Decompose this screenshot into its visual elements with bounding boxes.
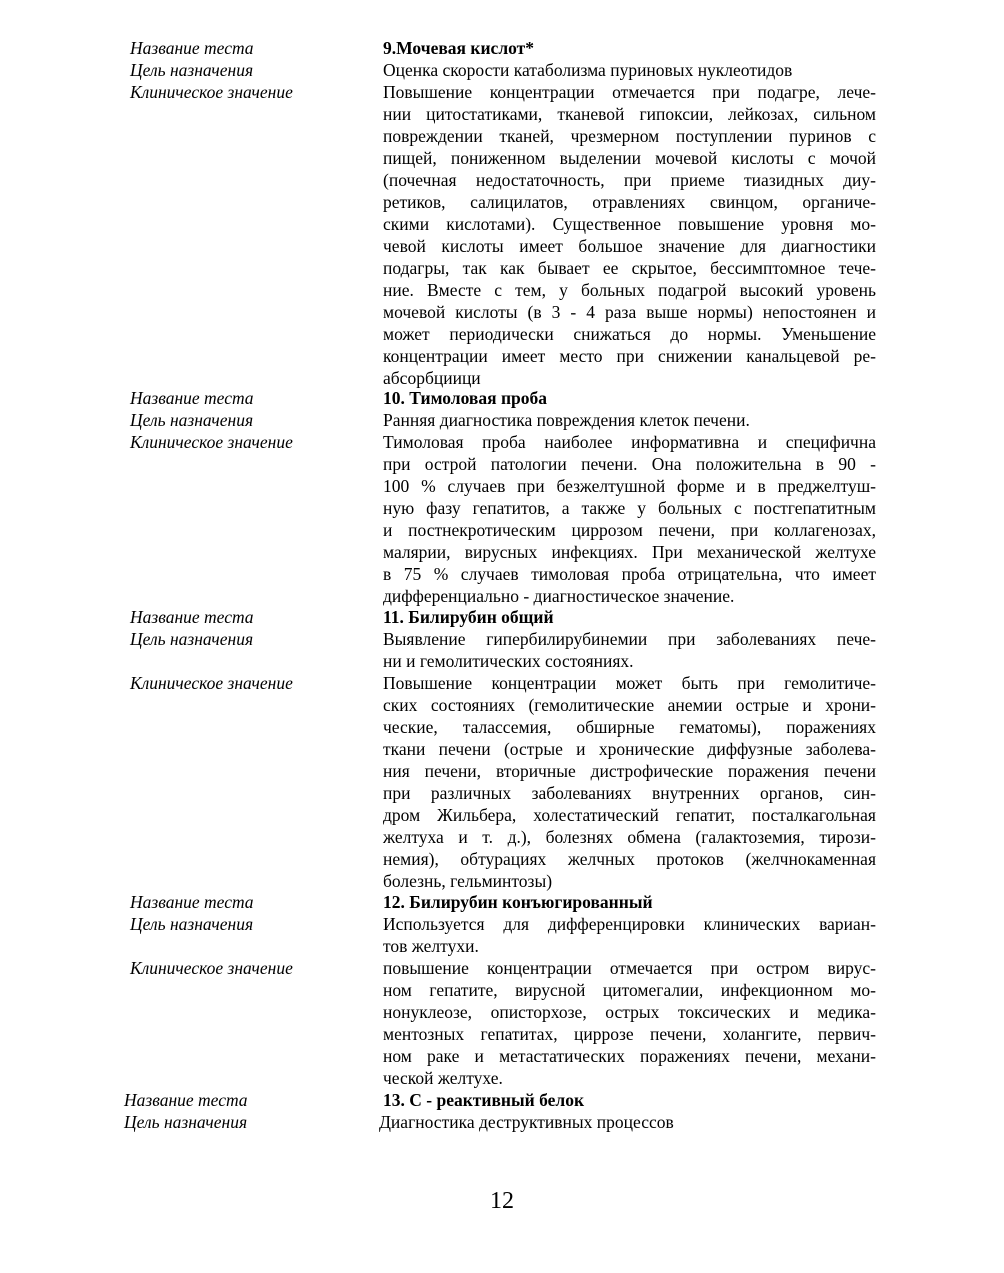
text-line: повреждении тканей, чрезмерном поступлении пуринов с: [383, 126, 876, 146]
label-clinical: Клиническое значение: [130, 958, 293, 978]
text-line: скими кислотами). Существенное повышение уровня мо-: [383, 214, 876, 234]
text-line: Используется для дифференцировки клинических вариан-: [383, 914, 876, 934]
text-line: Диагностика деструктивных процессов: [379, 1112, 674, 1132]
test-purpose: [379, 1111, 872, 1133]
label-test-name: Название теста: [130, 607, 254, 627]
text-line: ческой желтухе.: [383, 1068, 503, 1088]
test-title: 13. С - реактивный белок: [383, 1090, 585, 1110]
label-clinical: Клиническое значение: [130, 432, 293, 452]
text-line: может периодически снижаться до нормы. Уменьшение: [383, 324, 876, 344]
text-line: ментозных гепатитах, циррозе печени, холангите, первич-: [383, 1024, 876, 1044]
test-purpose: [383, 409, 876, 431]
text-line: при острой патологии печени. Она положительна в 90 -: [383, 454, 876, 474]
text-line: подагры, так как бывает ее скрытое, бессимптомное тече-: [383, 258, 876, 278]
test-clinical: [383, 957, 876, 1089]
text-line: Повышение концентрации может быть при гемолитиче-: [383, 673, 876, 693]
label-purpose: Цель назначения: [130, 629, 254, 649]
text-line: тов желтухи.: [383, 936, 479, 956]
test-clinical: [383, 672, 876, 892]
test-purpose: [383, 913, 876, 957]
text-line: абсорбциици: [383, 368, 481, 388]
text-line: ских состояниях (гемолитические анемии острые и хрони-: [383, 695, 876, 715]
text-line: дифференциально - диагностическое значение.: [383, 586, 735, 606]
text-line: (почечная недостаточность, при приеме тиазидных диу-: [383, 170, 876, 190]
test-purpose: [383, 628, 876, 672]
text-line: малярии, вирусных инфекциях. При механической желтухе: [383, 542, 876, 562]
text-line: мочевой кислоты (в 3 - 4 раза выше нормы) непостоянен и: [383, 302, 876, 322]
text-line: при различных заболеваниях внутренних органов, син-: [383, 783, 876, 803]
text-line: повышение концентрации отмечается при остром вирус-: [383, 958, 876, 978]
text-line: ния печени, вторичные дистрофические поражения печени: [383, 761, 876, 781]
text-line: Тимоловая проба наиболее информативна и специфична: [383, 432, 876, 452]
label-purpose: Цель назначения: [130, 410, 254, 430]
text-line: ном раке и метастатических поражениях печени, механи-: [383, 1046, 876, 1066]
test-purpose: [383, 59, 876, 81]
text-line: ретиков, салицилатов, отравлениях свинцом, органиче-: [383, 192, 876, 212]
test-title: 12. Билирубин конъюгированный: [383, 892, 653, 912]
label-purpose: Цель назначения: [124, 1112, 248, 1132]
test-title: 11. Билирубин общий: [383, 607, 554, 627]
text-line: болезнь, гельминтозы): [383, 871, 553, 891]
test-clinical: [383, 81, 876, 389]
text-line: ткани печени (острые и хронические диффузные заболева-: [383, 739, 876, 759]
text-line: желтуха и т. д.), болезнях обмена (галактоземия, тирози-: [383, 827, 876, 847]
text-line: нии цитостатиками, тканевой гипоксии, лейкозах, сильном: [383, 104, 876, 124]
text-line: пищей, пониженном выделении мочевой кислоты с мочой: [383, 148, 876, 168]
text-line: ную фазу гепатитов, а также у больных с постгепатитным: [383, 498, 876, 518]
text-line: Выявление гипербилирубинемии при заболеваниях пече-: [383, 629, 876, 649]
text-line: 100 % случаев при безжелтушной форме и в преджелтуш-: [383, 476, 876, 496]
label-purpose: Цель назначения: [130, 914, 254, 934]
label-test-name: Название теста: [130, 892, 254, 912]
test-title: 9.Мочевая кислот*: [383, 38, 535, 58]
text-line: ном гепатите, вирусной цитомегалии, инфекционном мо-: [383, 980, 876, 1000]
label-purpose: Цель назначения: [130, 60, 254, 80]
text-line: ческие, талассемия, обширные гематомы), поражениях: [383, 717, 876, 737]
text-line: нонуклеозе, описторхозе, острых токсических и медика-: [383, 1002, 876, 1022]
text-line: концентрации имеет место при снижении канальцевой ре-: [383, 346, 876, 366]
text-line: Повышение концентрации отмечается при подагре, лече-: [383, 82, 876, 102]
text-line: чевой кислоты имеет большое значение для диагностики: [383, 236, 876, 256]
text-line: и постнекротическим циррозом печени, при коллагенозах,: [383, 520, 876, 540]
text-line: ние. Вместе с тем, у больных подагрой высокий уровень: [383, 280, 876, 300]
label-test-name: Название теста: [130, 38, 254, 58]
page-number: 12: [490, 1188, 514, 1214]
label-test-name: Название теста: [130, 388, 254, 408]
text-line: Оценка скорости катаболизма пуриновых нуклеотидов: [383, 60, 793, 80]
label-clinical: Клиническое значение: [130, 673, 293, 693]
text-line: в 75 % случаев тимоловая проба отрицательна, что имеет: [383, 564, 876, 584]
text-line: ни и гемолитических состояниях.: [383, 651, 634, 671]
label-test-name: Название теста: [124, 1090, 248, 1110]
test-clinical: [383, 431, 876, 607]
text-line: Ранняя диагностика повреждения клеток печени.: [383, 410, 750, 430]
label-clinical: Клиническое значение: [130, 82, 293, 102]
text-line: дром Жильбера, холестатический гепатит, посталкагольная: [383, 805, 876, 825]
test-title: 10. Тимоловая проба: [383, 388, 548, 408]
text-line: немия), обтурациях желчных протоков (желчнокаменная: [383, 849, 876, 869]
